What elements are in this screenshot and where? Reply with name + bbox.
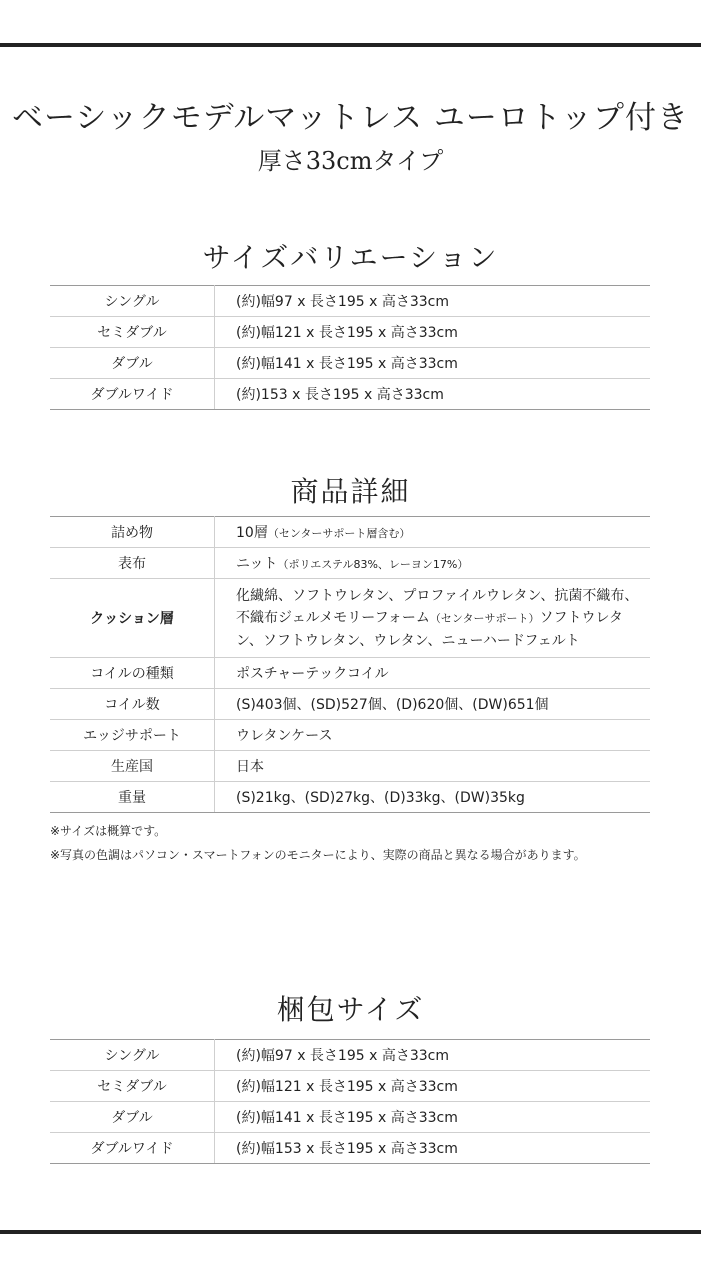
color-disclaimer-note: ※写真の色調はパソコン・スマートフォンのモニターにより、実際の商品と異なる場合があります。 bbox=[50, 848, 586, 862]
table-row bbox=[50, 1071, 650, 1102]
table-row bbox=[50, 720, 650, 751]
cushion-value-part1: 化繊綿、ソフトウレタン、プロファイルウレタン、抗菌不織布、不織布ジェルメモリーフォーム bbox=[236, 587, 639, 626]
detail-label-coil-count: コイル数 bbox=[50, 689, 215, 720]
size-variation-table bbox=[50, 285, 650, 410]
package-label-double: ダブル bbox=[50, 1102, 215, 1133]
detail-label-weight: 重量 bbox=[50, 782, 215, 813]
detail-value-coil-type: ポスチャーテックコイル bbox=[215, 658, 651, 689]
package-label-semi-double: セミダブル bbox=[50, 1071, 215, 1102]
table-row bbox=[50, 751, 650, 782]
cushion-value-part2: ソフトウレタン、ソフトウレタン、ウレタン、ニューハードフェルト bbox=[236, 609, 623, 649]
product-title: ベーシックモデルマットレス ユーロトップ付き bbox=[12, 100, 689, 136]
detail-value-weight: (S)21kg、(SD)27kg、(D)33kg、(DW)35kg bbox=[215, 782, 651, 813]
detail-value-edge-support: ウレタンケース bbox=[215, 720, 651, 751]
size-label-semi-double: セミダブル bbox=[50, 317, 215, 348]
table-row bbox=[50, 689, 650, 720]
table-row bbox=[50, 379, 650, 410]
size-approximate-note: ※サイズは概算です。 bbox=[50, 824, 167, 838]
package-label-double-wide: ダブルワイド bbox=[50, 1133, 215, 1164]
table-row bbox=[50, 1133, 650, 1164]
detail-label-cover: 表布 bbox=[50, 548, 215, 579]
table-row bbox=[50, 782, 650, 813]
detail-label-cushion: クッション層 bbox=[50, 579, 215, 658]
filling-note-text: （センターサポート層含む） bbox=[267, 527, 411, 540]
size-label-single: シングル bbox=[50, 286, 215, 317]
table-row bbox=[50, 286, 650, 317]
filling-value-text: 10層 bbox=[236, 525, 268, 541]
detail-value-origin: 日本 bbox=[215, 751, 651, 782]
package-value-double-wide: (約)幅153 x 長さ195 x 高さ33cm bbox=[215, 1133, 651, 1164]
detail-value-cover bbox=[215, 548, 651, 579]
cover-value-text: ニット bbox=[236, 556, 278, 572]
detail-label-edge-support: エッジサポート bbox=[50, 720, 215, 751]
size-value-double-wide: (約)153 x 長さ195 x 高さ33cm bbox=[215, 379, 651, 410]
package-size-heading: 梱包サイズ bbox=[276, 993, 425, 1026]
size-value-single: (約)幅97 x 長さ195 x 高さ33cm bbox=[215, 286, 651, 317]
detail-label-origin: 生産国 bbox=[50, 751, 215, 782]
detail-label-filling: 詰め物 bbox=[50, 517, 215, 548]
table-row bbox=[50, 317, 650, 348]
detail-value-filling bbox=[215, 517, 651, 548]
package-label-single: シングル bbox=[50, 1040, 215, 1071]
package-value-single: (約)幅97 x 長さ195 x 高さ33cm bbox=[215, 1040, 651, 1071]
package-value-semi-double: (約)幅121 x 長さ195 x 高さ33cm bbox=[215, 1071, 651, 1102]
table-row bbox=[50, 579, 650, 658]
table-row bbox=[50, 548, 650, 579]
product-details-table bbox=[50, 516, 650, 813]
package-size-table bbox=[50, 1039, 650, 1164]
table-row bbox=[50, 1102, 650, 1133]
product-subtitle: 厚さ33cmタイプ bbox=[257, 147, 444, 175]
cover-note-text: （ポリエステル83%、レーヨン17%） bbox=[277, 558, 469, 571]
table-row bbox=[50, 348, 650, 379]
size-variation-heading: サイズバリエーション bbox=[202, 241, 499, 274]
detail-value-coil-count: (S)403個、(SD)527個、(D)620個、(DW)651個 bbox=[215, 689, 651, 720]
top-divider bbox=[0, 43, 701, 47]
detail-label-coil-type: コイルの種類 bbox=[50, 658, 215, 689]
bottom-divider bbox=[0, 1230, 701, 1234]
package-value-double: (約)幅141 x 長さ195 x 高さ33cm bbox=[215, 1102, 651, 1133]
size-value-semi-double: (約)幅121 x 長さ195 x 高さ33cm bbox=[215, 317, 651, 348]
product-details-heading: 商品詳細 bbox=[290, 475, 411, 508]
size-value-double: (約)幅141 x 長さ195 x 高さ33cm bbox=[215, 348, 651, 379]
size-label-double: ダブル bbox=[50, 348, 215, 379]
cushion-note-text: （センターサポート） bbox=[429, 611, 540, 625]
table-row bbox=[50, 517, 650, 548]
table-row bbox=[50, 658, 650, 689]
table-row bbox=[50, 1040, 650, 1071]
detail-value-cushion bbox=[215, 579, 651, 658]
size-label-double-wide: ダブルワイド bbox=[50, 379, 215, 410]
